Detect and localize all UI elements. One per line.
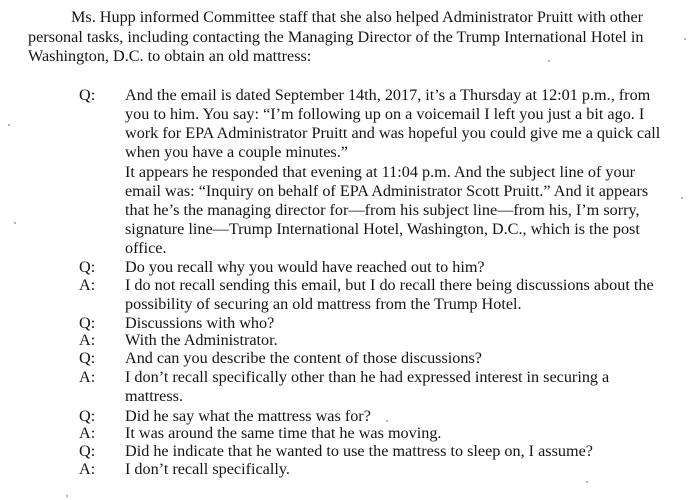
transcript-text: Discussions with who?	[125, 314, 275, 332]
scan-speck	[8, 124, 10, 126]
scan-speck	[681, 197, 683, 199]
speaker-label: Q:	[79, 314, 96, 332]
scan-speck	[386, 420, 388, 422]
transcript-text: Did he say what the mattress was for?	[125, 407, 371, 425]
transcript-text: It appears he responded that evening at 11:04 p.m. And the subject line of your email was: “Inquiry on behalf of EPA Administrator Scott Pruitt.” And it appears that he’s the managing director for—from his subject line—from his, I’m sorry, signature line—Trump International Hotel, Washington, D.C., which is the post office.	[125, 163, 649, 257]
speaker-label: A:	[79, 368, 96, 386]
transcript-text: I don’t recall specifically.	[125, 460, 290, 478]
speaker-label: Q:	[79, 442, 96, 460]
scan-speck	[548, 60, 550, 62]
speaker-label: Q:	[79, 86, 96, 104]
scan-speck	[14, 222, 16, 224]
transcript-text: I don’t recall specifically other than he had expressed interest in securing a mattress.	[125, 368, 610, 405]
scan-speck	[586, 481, 588, 483]
scan-speck	[684, 38, 686, 40]
transcript-text: And the email is dated September 14th, 2017, it’s a Thursday at 12:01 p.m., from you to him. You say: “I’m following up on a voicemail I left you just a bit ago. I work for EPA Administrator Pruitt and was hopeful you could give me a quick call when you have a couple minutes.”	[125, 86, 661, 161]
intro-paragraph: Ms. Hupp informed Committee staff that she also helped Administrator Pruitt with other personal tasks, including contacting the Managing Director of the Trump International Hotel in Washington, D.C. to obtain an old mattress:	[28, 8, 644, 65]
transcript-text: I do not recall sending this email, but I do recall there being discussions about the possibility of securing an old mattress from the Trump Hotel.	[125, 276, 654, 313]
transcript-text: Do you recall why you would have reached out to him?	[125, 258, 485, 276]
speaker-label: A:	[79, 424, 96, 442]
speaker-label: A:	[79, 276, 96, 294]
speaker-label: Q:	[79, 349, 96, 367]
scan-speck	[66, 495, 68, 497]
speaker-label: Q:	[79, 258, 96, 276]
transcript-text: It was around the same time that he was moving.	[125, 424, 442, 442]
speaker-label: A:	[79, 331, 96, 349]
speaker-label: Q:	[79, 407, 96, 425]
transcript-text: Did he indicate that he wanted to use the mattress to sleep on, I assume?	[125, 442, 593, 460]
transcript-text: And can you describe the content of those discussions?	[125, 349, 482, 367]
transcript-text: With the Administrator.	[125, 331, 278, 349]
speaker-label: A:	[79, 460, 96, 478]
